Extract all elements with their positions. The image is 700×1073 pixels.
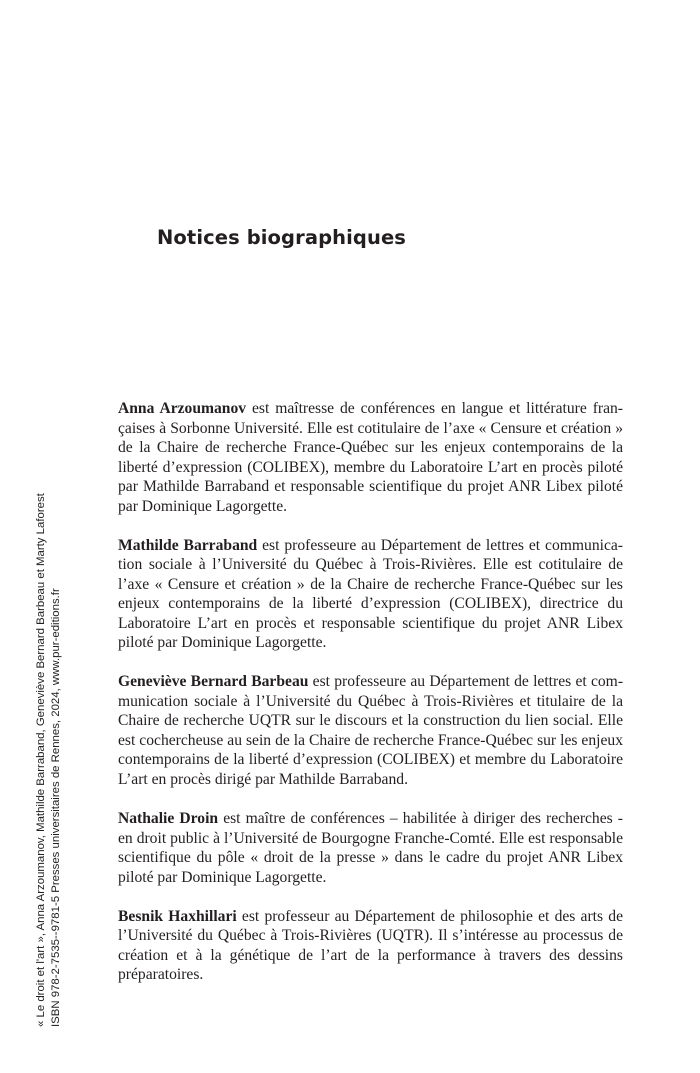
copyright-side-note (34, 493, 63, 1027)
biography-text: est maîtresse de conférences en langue et littérature françaises à Sorbonne Université. Elle est cotitulaire de l’axe « Censure et création » de la Chaire de recherche France-Québec sur les enjeux contemporains de la liberté d’expression (COLIBEX), membre du Laboratoire L’art en procès piloté par Mathilde Barraband et responsable scientifique du projet ANR Libex piloté par Dominique Lagorgette. (118, 400, 623, 515)
biography-entry (118, 672, 623, 789)
side-note-citation: « Le droit et l'art », Anna Arzoumanov, Mathilde Barraband, Geneviève Bernard Barbeau et Marty Laforest (35, 493, 47, 1027)
biography-entry (118, 399, 623, 516)
biography-entry (118, 536, 623, 653)
biography-name: Besnik Haxhillari (118, 907, 237, 925)
side-note-isbn: ISBN 978-2-7535--9781-5 Presses universitaires de Rennes, 2024, www.pur-editions.fr (49, 588, 62, 1027)
biography-entry (118, 907, 623, 985)
biography-name: Geneviève Bernard Barbeau (118, 673, 309, 691)
biography-entry (118, 809, 623, 887)
biography-text: est maître de conférences – habilitée à diriger des recherches - en droit public à l’Université de Bourgogne Franche-Comté. Elle est responsable scientifique du pôle « droit de la presse » dans le cadre du projet ANR Libex piloté par Dominique Lagorgette. (118, 810, 623, 886)
biography-name: Anna Arzoumanov (118, 400, 247, 417)
biography-text: est professeure au Département de lettres et communication sociale à l’Université du Québec à Trois-Rivières. Elle est cotitulaire de l’axe « Censure et création » de la Chaire de recherche France-Québec sur les enjeux contemporains de la liberté d’expression (COLIBEX), directrice du Laboratoire L’art en procès et responsable scientifique du projet ANR Libex piloté par Dominique Lagorgette. (118, 536, 623, 652)
biography-name: Mathilde Barraband (118, 536, 258, 554)
biography-name: Nathalie Droin (118, 810, 219, 828)
biography-list (118, 399, 623, 1004)
biography-text: est professeur au Département de philosophie et des arts de l’Université du Québec à Trois-Rivières (UQTR). Il s’intéresse au processus de création et à la génétique de l’art de la performance à travers des dessins préparatoires. (118, 907, 623, 984)
page-title: Notices biographiques (157, 226, 406, 249)
biography-text: est professeure au Département de lettres et communication sociale à l’Université du Québec à Trois-Rivières et titulaire de la Chaire de recherche UQTR sur le discours et la construction du lien social. Elle est cochercheuse au sein de la Chaire de recherche France-Québec sur les enjeux contemporains de la liberté d’expression (COLIBEX) et membre du Laboratoire L’art en procès dirigé par Mathilde Barraband. (118, 673, 624, 788)
